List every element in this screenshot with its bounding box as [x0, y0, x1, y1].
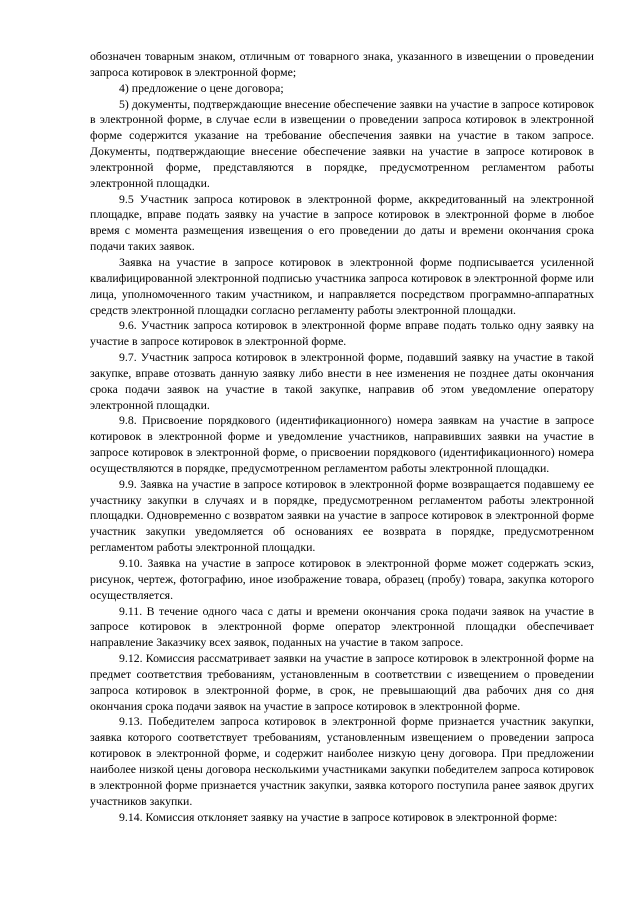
paragraph-item-5: 5) документы, подтверждающие внесение обеспечение заявки на участие в запросе котировок в электронной форме, в случае если в извещении о проведении запроса котировок в электронной форме содержится указание на требование обеспечения заявки на участие в таком запросе. Документы, подтверждающие внесение обеспечение заявки на участие в запросе котировок в электронной форме, представляются в порядке, предусмотренном регламентом работы электронной площадки.	[90, 96, 594, 190]
paragraph-9-11: 9.11. В течение одного часа с даты и времени окончания срока подачи заявок на участие в запросе котировок в электронной форме оператор электронной площадки обеспечивает направление Заказчику всех заявок, поданных на участие в таком запросе.	[90, 603, 594, 650]
paragraph-9-14: 9.14. Комиссия отклоняет заявку на участие в запросе котировок в электронной форме:	[119, 809, 558, 824]
paragraph-9-5: 9.5 Участник запроса котировок в электронной форме, аккредитованный на электронной площадке, вправе подать заявку на участие в запросе котировок в электронной форме в любое время с момента размещения извещения о его проведении до даты и времени окончания срока подачи таких заявок.	[90, 191, 594, 254]
document-body	[90, 49, 594, 825]
paragraph-9-8: 9.8. Присвоение порядкового (идентификационного) номера заявкам на участие в запросе котировок в электронной форме и уведомление участников, направивших заявки на участие в запросе котировок в электронной форме, о присвоении порядкового (идентификационного) номера осуществляются в порядке, предусмотренном регламентом работы электронной площадки.	[90, 413, 594, 475]
paragraph-9-5-signature: Заявка на участие в запросе котировок в электронной форме подписывается усиленной квалифицированной электронной подписью участника запроса котировок в электронной форме или лица, уполномоченного таким участником, и направляется посредством программно-аппаратных средств электронной площадки согласно регламенту работы электронной площадки.	[90, 254, 594, 317]
paragraph-9-9: 9.9. Заявка на участие в запросе котировок в электронной форме возвращается подавшему ее участнику закупки в случаях и в порядке, предусмотренном регламентом работы электронной площадки. Одновременно с возвратом заявки на участие в запросе котировок в электронной форме участник закупки уведомляется об основаниях ее возврата в порядке, предусмотренном регламентом работы электронной площадки.	[90, 476, 594, 555]
paragraph-9-13: 9.13. Победителем запроса котировок в электронной форме признается участник закупки, заявка которого соответствует требованиям, установленным извещением о проведении запроса котировок в электронной форме, и содержит наиболее низкую цену договора. При предложении наиболее низкой цены договора несколькими участниками закупки победителем запроса котировок в электронной форме признается участник закупки, заявка которого поступила ранее заявок других участников закупки.	[90, 714, 594, 808]
paragraph-item-4: 4) предложение о цене договора;	[119, 80, 284, 95]
paragraph-9-10: 9.10. Заявка на участие в запросе котировок в электронной форме может содержать эскиз, рисунок, чертеж, фотографию, иное изображение товара, образец (пробу) товара, закупка которого осуществляется.	[90, 556, 594, 602]
paragraph-9-6: 9.6. Участник запроса котировок в электронной форме вправе подать только одну заявку на участие в запросе котировок в электронной форме.	[90, 318, 594, 349]
paragraph-9-7: 9.7. Участник запроса котировок в электронной форме, подавший заявку на участие в такой закупке, вправе отозвать данную заявку либо внести в нее изменения не позднее даты окончания срока подачи заявок на участие в такой закупке, направив об этом уведомление оператору электронной площадки.	[90, 350, 594, 412]
paragraph-continuation: обозначен товарным знаком, отличным от товарного знака, указанного в извещении о проведении запроса котировок в электронной форме;	[90, 49, 594, 79]
paragraph-9-12: 9.12. Комиссия рассматривает заявки на участие в запросе котировок в электронной форме на предмет соответствия требованиям, установленным в соответствии с извещением о проведении запроса котировок в электронной форме, в срок, не превышающий два рабочих дня со дня окончания срока подачи заявок на участие в запросе котировок в электронной форме.	[90, 651, 594, 713]
